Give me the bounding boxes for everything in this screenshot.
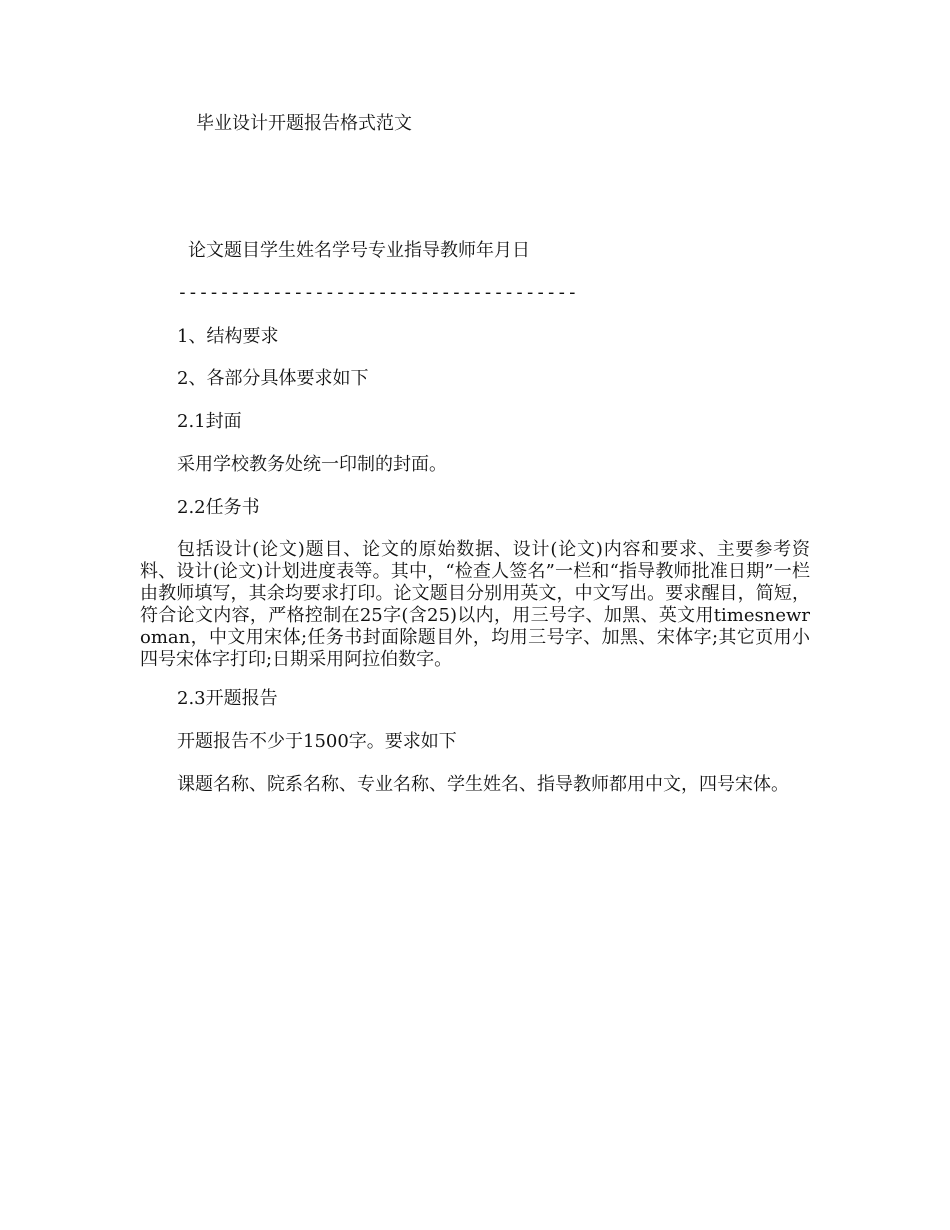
section-2-1-body: 采用学校教务处统一印制的封面。 — [177, 454, 447, 475]
separator-line: -------------------------------------- — [177, 282, 578, 303]
section-2-1-heading: 2.1封面 — [177, 411, 242, 432]
section-1-heading: 1、结构要求 — [177, 326, 279, 347]
section-2-3-heading: 2.3开题报告 — [177, 688, 278, 709]
cover-fields-line: 论文题目学生姓名学号专业指导教师年月日 — [188, 240, 530, 261]
section-2-heading: 2、各部分具体要求如下 — [177, 368, 369, 389]
section-2-3-body-1: 开题报告不少于1500字。要求如下 — [177, 731, 457, 752]
section-2-2-body: 包括设计(论文)题目、论文的原始数据、设计(论文)内容和要求、主要参考资料、设计(论文)计划进度表等。其中，“检查人签名”一栏和“指导教师批准日期”一栏由教师填写，其余均要求打印。论文题目分别用英文，中文写出。要求醒目，简短，符合论文内容，严格控制在25字(含25)以内，用三号字、加黑、英文用timesnewroman，中文用宋体;任务书封面除题目外，均用三号字、加黑、宋体字;其它页用小四号宋体字打印;日期采用阿拉伯数字。 — [140, 539, 810, 670]
document-title: 毕业设计开题报告格式范文 — [196, 113, 412, 134]
section-2-3-body-2: 课题名称、院系名称、专业名称、学生姓名、指导教师都用中文，四号宋体。 — [177, 774, 789, 795]
section-2-2-heading: 2.2任务书 — [177, 497, 260, 518]
